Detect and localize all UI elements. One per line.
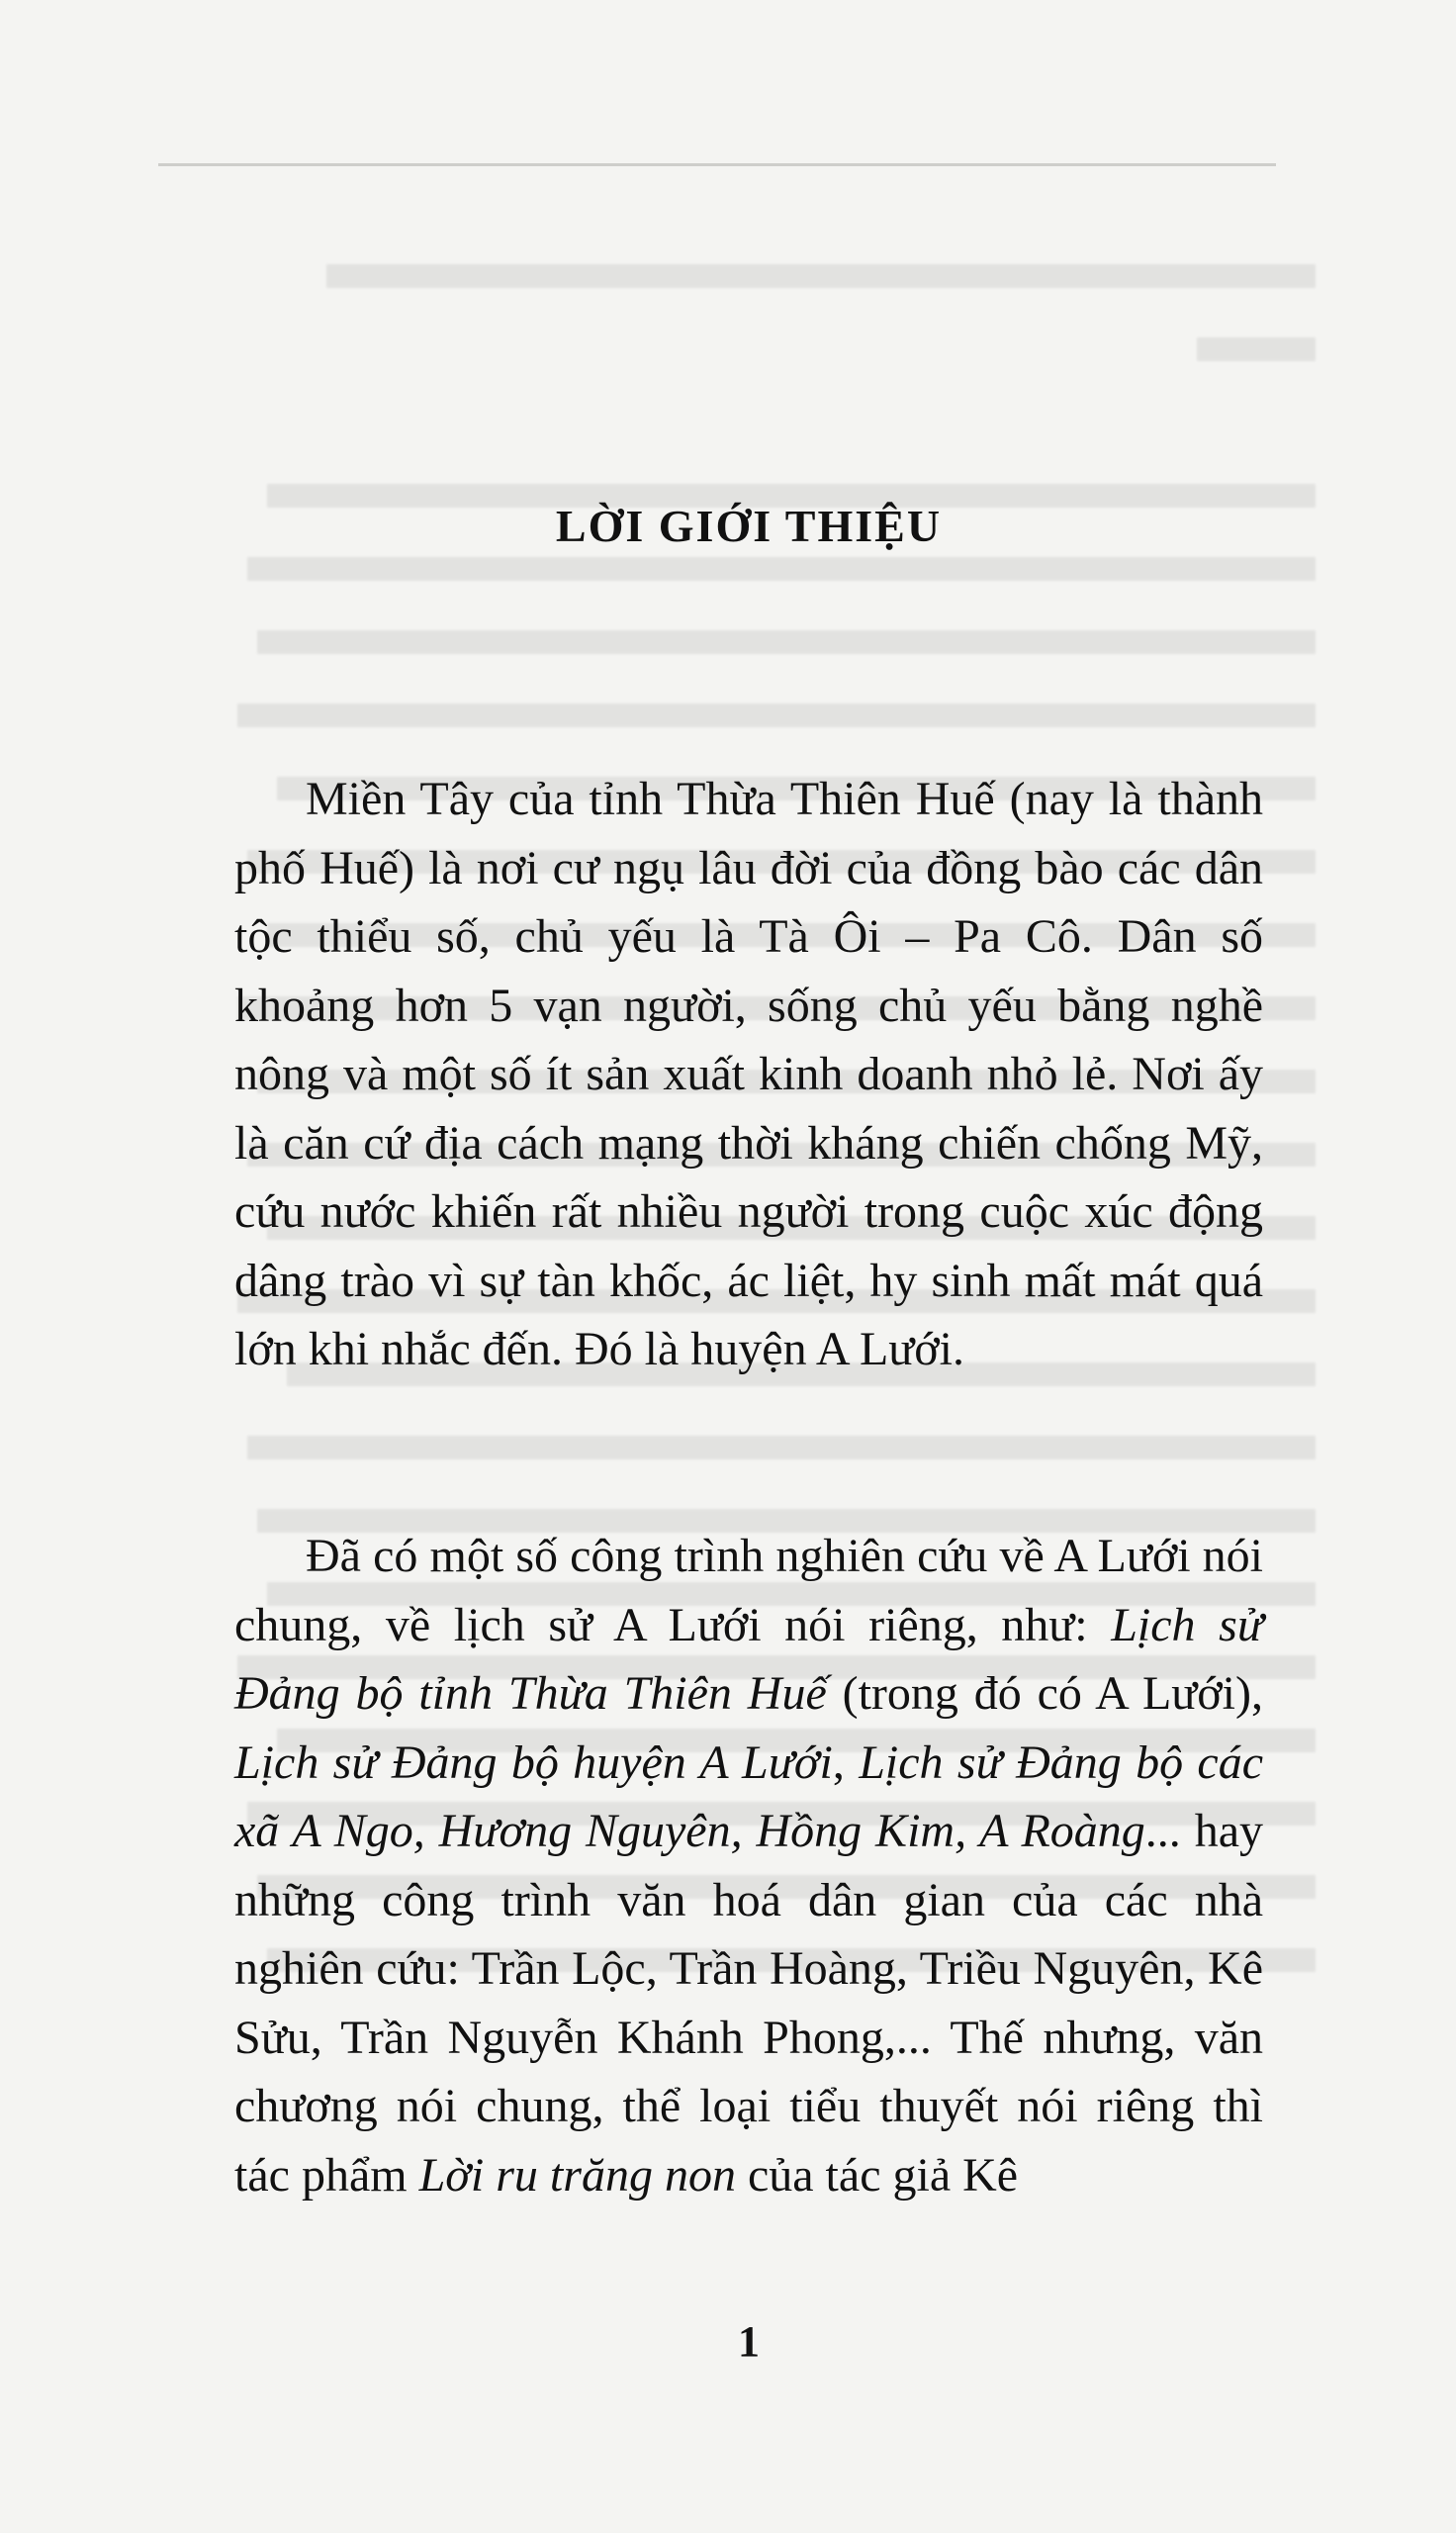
work-title: Lịch sử Đảng bộ tỉnh Thừa Thiên Huế bbox=[234, 1598, 1263, 1720]
bleed-through-header-rule bbox=[158, 163, 1276, 166]
work-title: Lịch sử Đảng bộ các xã A Ngo, Hương Nguyên, Hồng Kim, A Roàng bbox=[234, 1736, 1264, 1857]
paragraph-text-segment: , bbox=[832, 1736, 860, 1789]
bleed-through-line bbox=[178, 677, 1316, 750]
paragraph-text-segment: (trong đó có A Lưới), bbox=[826, 1667, 1264, 1720]
bleed-through-line bbox=[178, 604, 1316, 677]
paragraph-text-segment: ... hay những công trình văn hoá dân gian của các nhà nghiên cứu: Trần Lộc, Trần Hoàng, Triều Nguyên, Kê Sửu, Trần Nguyễn Khánh Phong,... Thế nhưng, văn chương nói chung, thể loại tiểu thuyết nói riêng thì tác phẩm bbox=[234, 1805, 1264, 2202]
work-title: Lời ru trăng non bbox=[418, 2148, 736, 2202]
bleed-through-line bbox=[178, 384, 1316, 457]
bleed-through-line bbox=[178, 237, 1316, 311]
bleed-through-line bbox=[178, 1409, 1316, 1482]
paragraph-research bbox=[234, 1522, 1263, 2209]
work-title: Lịch sử Đảng bộ huyện A Lưới bbox=[234, 1736, 833, 1789]
bleed-through-line bbox=[178, 311, 1316, 384]
paragraph-intro: Miền Tây của tỉnh Thừa Thiên Huế (nay là thành phố Huế) là nơi cư ngụ lâu đời của đồng bào các dân tộc thiểu số, chủ yếu là Tà Ôi – Pa Cô. Dân số khoảng hơn 5 vạn người, sống chủ yếu bằng nghề nông và một số ít sản xuất kinh doanh nhỏ lẻ. Nơi ấy là căn cứ địa cách mạng thời kháng chiến chống Mỹ, cứu nước khiến rất nhiều người trong cuộc xúc động dâng trào vì sự tàn khốc, ác liệt, hy sinh mất mát quá lớn khi nhắc đến. Đó là huyện A Lưới. bbox=[234, 773, 1263, 1375]
page-title: LỜI GIỚI THIỆU bbox=[555, 501, 943, 551]
paragraph-text-segment: Đã có một số công trình nghiên cứu về A Lưới nói chung, về lịch sử A Lưới nói riêng, như: bbox=[234, 1530, 1263, 1651]
paragraph-text-segment: của tác giả Kê bbox=[735, 2148, 1019, 2202]
page-number: 1 bbox=[738, 2317, 760, 2366]
